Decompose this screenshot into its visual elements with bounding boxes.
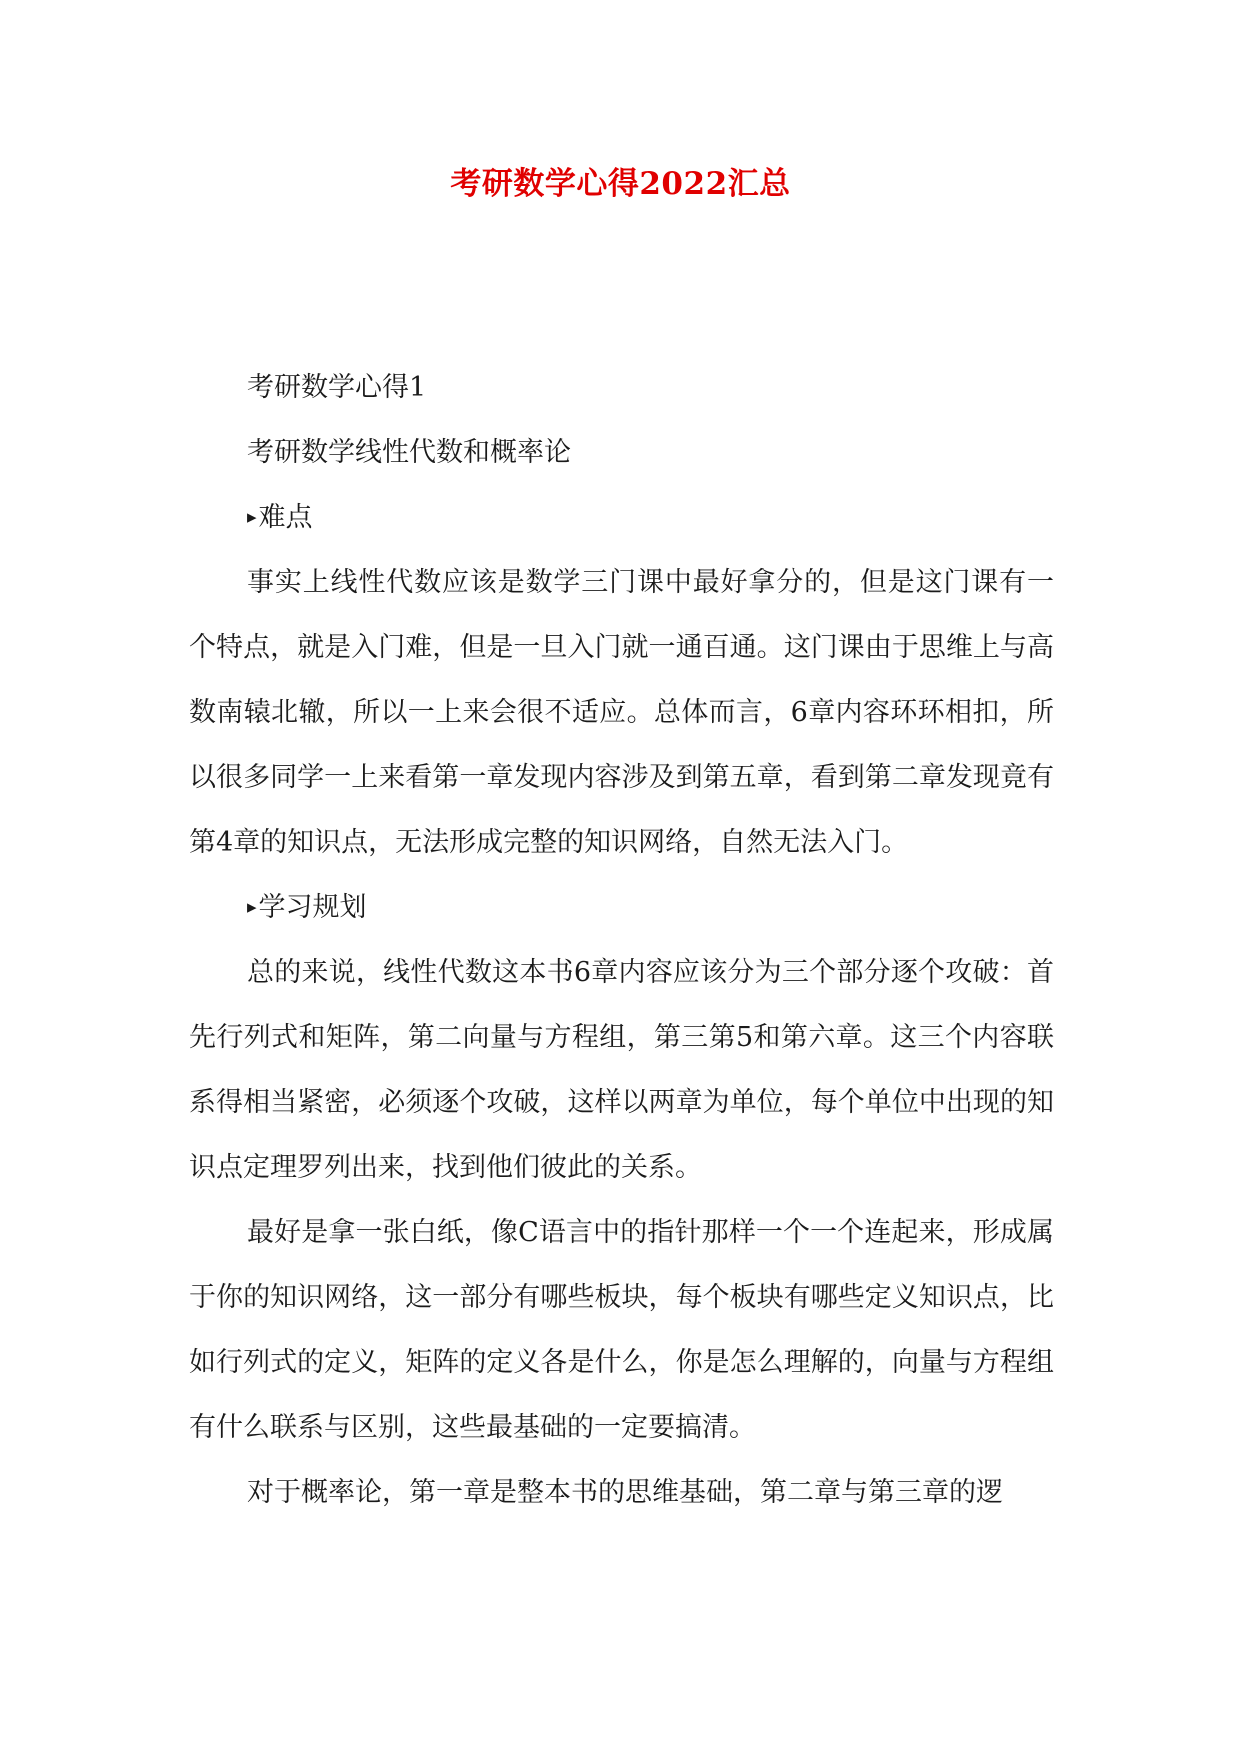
document-body (189, 355, 1054, 1525)
triangle-bullet-icon: ▸ (247, 896, 257, 918)
paragraph-study-plan-1: 总的来说，线性代数这本书6章内容应该分为三个部分逐个攻破：首先行列式和矩阵，第二向量与方程组，第三第5和第六章。这三个内容联系得相当紧密，必须逐个攻破，这样以两章为单位，每个单位中出现的知识点定理罗列出来，找到他们彼此的关系。 (189, 957, 1054, 1183)
heading-difficulty-label: 难点 (258, 502, 313, 533)
heading-study-plan (189, 875, 1054, 940)
section-title: 考研数学心得1 (247, 372, 427, 403)
heading-difficulty (189, 485, 1054, 550)
paragraph-study-plan-2: 最好是拿一张白纸，像C语言中的指针那样一个一个连起来，形成属于你的知识网络，这一部分有哪些板块，每个板块有哪些定义知识点，比如行列式的定义，矩阵的定义各是什么，你是怎么理解的，向量与方程组有什么联系与区别，这些最基础的一定要搞清。 (189, 1217, 1054, 1443)
section-subtitle: 考研数学线性代数和概率论 (247, 437, 571, 468)
document-title: 考研数学心得2022汇总 (450, 166, 791, 202)
paragraph-probability: 对于概率论，第一章是整本书的思维基础，第二章与第三章的逻 (247, 1477, 1003, 1508)
paragraph-difficulty: 事实上线性代数应该是数学三门课中最好拿分的，但是这门课有一个特点，就是入门难，但是一旦入门就一通百通。这门课由于思维上与高数南辕北辙，所以一上来会很不适应。总体而言，6章内容环环相扣，所以很多同学一上来看第一章发现内容涉及到第五章，看到第二章发现竟有第4章的知识点，无法形成完整的知识网络，自然无法入门。 (189, 567, 1054, 858)
triangle-bullet-icon: ▸ (247, 506, 257, 528)
heading-study-plan-label: 学习规划 (258, 892, 367, 923)
